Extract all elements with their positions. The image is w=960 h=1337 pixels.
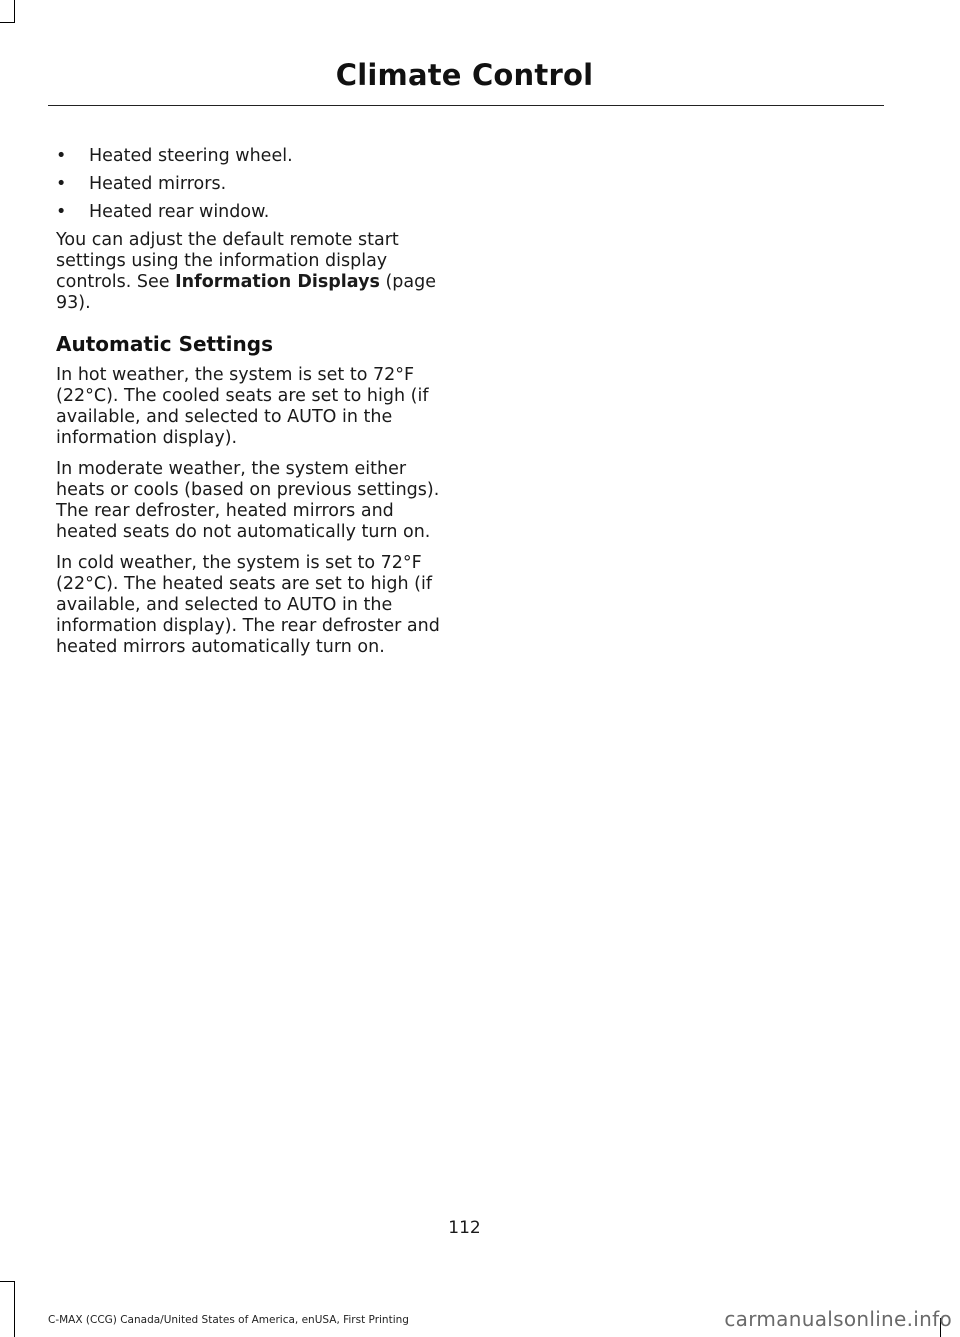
bullet-marker: • [56,202,67,222]
list-item: • Heated rear window. [56,202,270,222]
paragraph-cold-weather: In cold weather, the system is set to 72°F (22°C). The heated seats are set to high (if available, and selected to AUTO in the information display). The rear defroster and heated mirrors automatically turn on. [56,553,440,657]
crop-mark-bottom-left-v [14,1281,15,1337]
paragraph-moderate-weather: In moderate weather, the system either heats or cools (based on previous settings). The rear defroster, heated mirrors and heated seats do not automatically turn on. [56,459,440,542]
paragraph-hot-weather: In hot weather, the system is set to 72°F (22°C). The cooled seats are set to high (if available, and selected to AUTO in the information display). [56,365,429,448]
feature-list [56,146,451,223]
page-number: 112 [448,1218,481,1238]
section-heading: Automatic Settings [56,332,273,356]
bullet-marker: • [56,174,67,194]
crop-mark-top-left-v [14,0,15,22]
list-item: • Heated mirrors. [56,174,227,194]
watermark: carmanualsonline.info [724,1307,952,1331]
list-item: • Heated steering wheel. [56,146,293,166]
footer-text: C-MAX (CCG) Canada/United States of America, enUSA, First Printing [48,1314,409,1326]
crop-mark-top-left-h [0,22,15,23]
content-column [56,146,451,668]
crop-mark-bottom-left-h [0,1281,15,1282]
header-divider [48,105,884,106]
bullet-marker: • [56,146,67,166]
intro-paragraph: You can adjust the default remote start settings using the information display controls. See Information Displays (page 93). [56,230,436,313]
cross-reference-link[interactable]: Information Displays [175,272,380,292]
page-title: Climate Control [335,58,594,92]
